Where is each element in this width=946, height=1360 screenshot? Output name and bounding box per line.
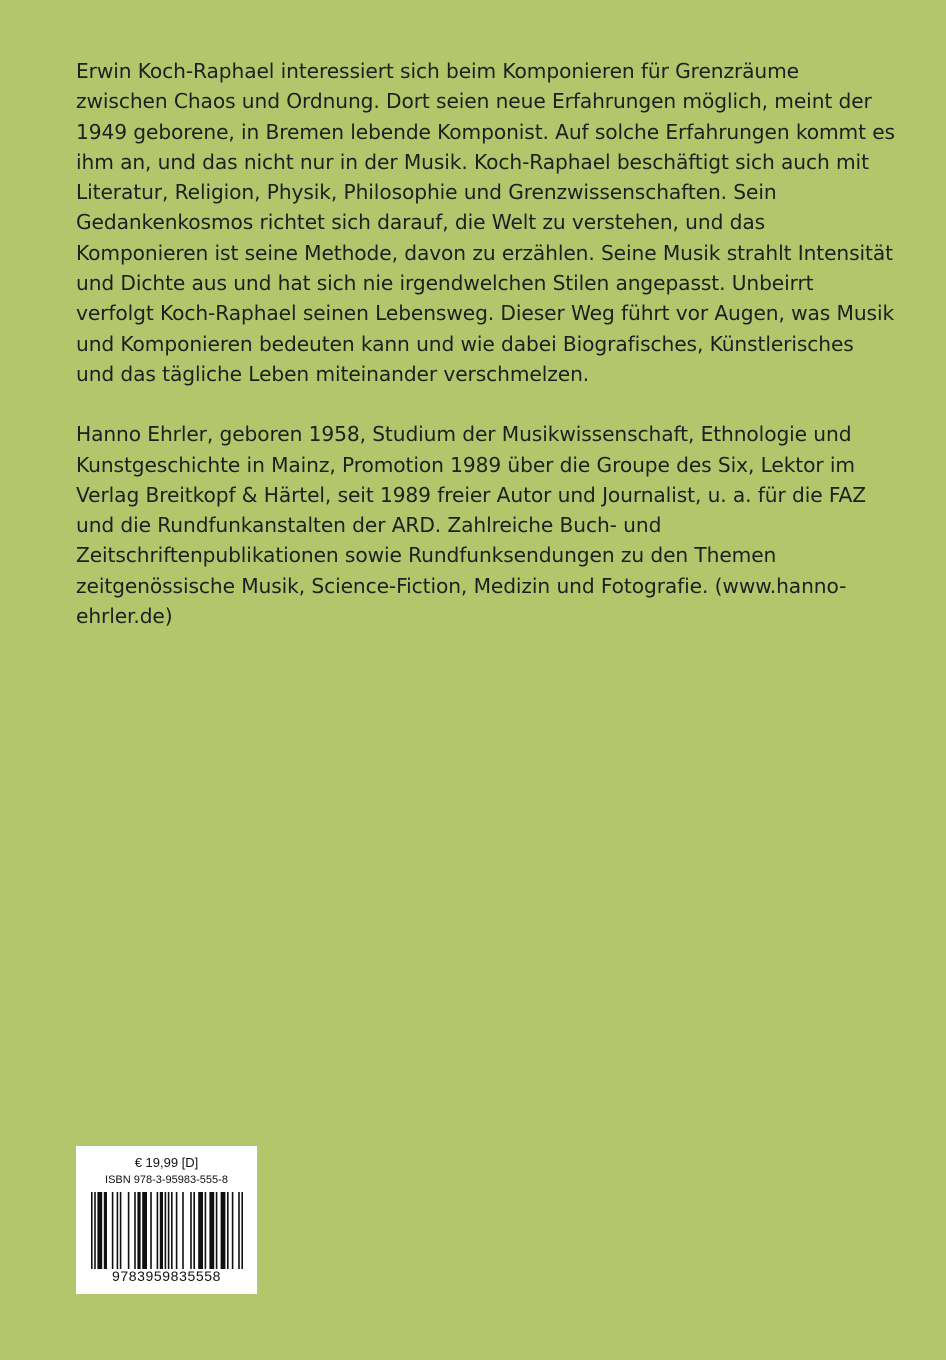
blurb-paragraph: Erwin Koch-Raphael interessiert sich beim Komponieren für Grenzräume zwischen Chaos und Ordnung. Dort seien neue Erfahrungen möglich, meint der 1949 geborene, in Bremen lebende Komponist. Auf solche Erfahrungen kommt es ihm an, und das nicht nur in der Musik. Koch-Raphael beschäftigt sich auch mit Literatur, Religion, Physik, Philosophie und Grenzwissenschaften. Sein Gedankenkosmos richtet sich darauf, die Welt zu verstehen, und das Komponieren ist seine Methode, davon zu erzählen. Seine Musik strahlt Intensität und Dichte aus und hat sich nie irgendwelchen Stilen angepasst. Unbeirrt verfolgt Koch-Raphael seinen Lebensweg. Dieser Weg führt vor Augen, was Musik und Komponieren bedeuten kann und wie dabei Biografisches, Künstlerisches und das tägliche Leben miteinander verschmelzen. bbox=[76, 59, 895, 386]
barcode-bar bbox=[238, 1192, 240, 1269]
barcode-bar bbox=[193, 1192, 195, 1269]
barcode-bar bbox=[142, 1192, 147, 1269]
barcode-bar bbox=[227, 1192, 229, 1269]
isbn-label: ISBN 978-3-95983-555-8 bbox=[105, 1174, 228, 1186]
barcode-bar bbox=[232, 1192, 234, 1269]
barcode-bar bbox=[91, 1192, 93, 1269]
barcode-bar bbox=[112, 1192, 114, 1269]
barcode-bar bbox=[205, 1192, 207, 1269]
barcode-bar bbox=[150, 1192, 152, 1269]
barcode-bar bbox=[134, 1192, 136, 1269]
barcode-bar bbox=[128, 1192, 130, 1269]
barcode-bar bbox=[198, 1192, 203, 1269]
barcode-bar bbox=[176, 1192, 178, 1269]
ean-digits: 9783959835558 bbox=[111, 1268, 222, 1284]
back-cover-text bbox=[76, 56, 896, 631]
barcode-bar bbox=[104, 1192, 107, 1269]
barcode-bar bbox=[94, 1192, 96, 1269]
barcode-bar bbox=[190, 1192, 192, 1269]
barcode-bar bbox=[241, 1192, 243, 1269]
barcode-bar bbox=[171, 1192, 173, 1269]
barcode-bar bbox=[221, 1192, 226, 1269]
barcode-bar bbox=[168, 1192, 170, 1269]
barcode-bar bbox=[97, 1192, 102, 1269]
isbn-barcode-box bbox=[76, 1146, 257, 1294]
barcode-bar bbox=[137, 1192, 140, 1269]
barcode-bar bbox=[120, 1192, 122, 1269]
barcode-bar bbox=[209, 1192, 214, 1269]
barcode-icon bbox=[91, 1192, 243, 1269]
barcode-bar bbox=[165, 1192, 167, 1269]
barcode-bar bbox=[182, 1192, 184, 1269]
barcode-bar bbox=[216, 1192, 218, 1269]
author-bio-paragraph: Hanno Ehrler, geboren 1958, Studium der Musikwissenschaft, Ethnologie und Kunstgeschichte in Mainz, Promotion 1989 über die Groupe des Six, Lektor im Verlag Breitkopf & Härtel, seit 1989 freier Autor und Journalist, u. a. für die FAZ und die Rundfunkanstalten der ARD. Zahlreiche Buch- und Zeitschriftenpublikationen sowie Rundfunksendungen zu den Themen zeitgenössische Musik, Science-Fiction, Medizin und Fotografie. (www.hanno-ehrler.de) bbox=[76, 422, 866, 629]
barcode-bar bbox=[117, 1192, 119, 1269]
barcode-bar bbox=[157, 1192, 159, 1269]
price-label: € 19,99 [D] bbox=[134, 1155, 199, 1170]
barcode-bar bbox=[160, 1192, 163, 1269]
